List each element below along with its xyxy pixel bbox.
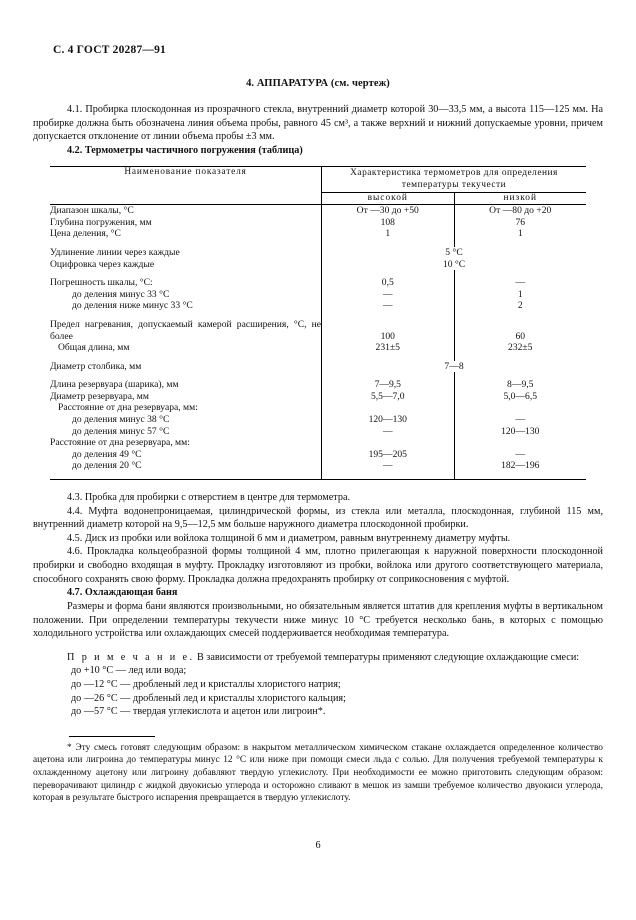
column-header-name: Наименование показателя [50, 166, 322, 205]
spacer-cell [322, 372, 454, 379]
table-spacer [50, 354, 586, 361]
table-row [50, 228, 586, 240]
row-value-high: — [322, 426, 454, 438]
row-label [50, 300, 322, 312]
row-value-high [322, 437, 454, 449]
spacer-cell [454, 312, 586, 319]
table-row [50, 259, 586, 271]
footnote-separator [69, 736, 155, 737]
table-row [50, 217, 586, 229]
spacer-cell [322, 240, 454, 247]
row-label-text: до деления 20 °С [72, 460, 142, 472]
row-label: Диаметр резервуара, мм [50, 391, 322, 403]
row-value-low: 2 [517, 300, 523, 312]
note-label: П р и м е ч а н и е. [67, 651, 195, 663]
row-value-high: — [322, 289, 454, 301]
note-block [33, 651, 603, 719]
table-row [50, 402, 586, 414]
spacer-cell [322, 472, 454, 480]
spacer-cell [454, 240, 586, 247]
row-value-high: — [322, 460, 454, 472]
row-label [50, 414, 322, 426]
row-value-high: 0,5 [322, 277, 454, 289]
cooling-mixtures-list [33, 664, 603, 718]
table-row [50, 391, 586, 403]
column-header-high: высокой [322, 192, 454, 205]
row-value-high: — [322, 300, 454, 312]
thermometer-table [50, 166, 586, 480]
table-row [50, 437, 586, 449]
table-body [50, 205, 586, 480]
table-row [50, 426, 586, 438]
row-value-low: 1 [517, 228, 523, 240]
spacer-cell [454, 354, 586, 361]
row-value-low [454, 437, 586, 449]
list-item: до —26 °С — дробленый лед и кристаллы хлористого кальция; [71, 692, 346, 704]
row-label: Глубина погружения, мм [50, 217, 322, 229]
row-label-text: Общая длина, мм [58, 342, 130, 354]
clause-4-6: 4.6. Прокладка кольцеобразной формы толщиной 4 мм, плотно прилегающая к наружной поверхности плоскодонной пробирки и свободно входящая в муфту. Прокладку изготовляют из пробки, войлока или другого соответствующего материала, способного сохранять свою форму. Прокладка должна предохранять пробирку от соприкосновения с муфтой. [33, 546, 603, 585]
clause-4-2-heading: 4.2. Термометры частичного погружения (таблица) [67, 144, 303, 156]
row-value-high: 108 [322, 217, 454, 229]
spacer-cell [322, 270, 454, 277]
table-row [50, 277, 586, 289]
row-value-low: 232±5 [508, 342, 533, 354]
row-value-span: 5 °С [445, 246, 463, 258]
row-label: Диаметр столбика, мм [50, 361, 322, 373]
row-label [50, 426, 322, 438]
table-row [50, 449, 586, 461]
row-label [50, 289, 322, 301]
row-value-low: — [515, 277, 526, 289]
row-label-text: до деления ниже минус 33 °С [72, 300, 193, 312]
table-spacer [50, 312, 586, 319]
row-value-low: От —80 до +20 [489, 205, 552, 217]
row-label [50, 319, 322, 342]
list-item: до —12 °С — дробленый лед и кристаллы хлористого натрия; [71, 678, 341, 690]
row-value-high: От —30 до +50 [322, 205, 454, 217]
clause-4-4: 4.4. Муфта водонепроницаемая, цилиндрической формы, из стекла или металла, плоскодонная, глубиной 115 мм, внутренний диаметр которой на 9,5—12,5 мм больше наружного диаметра плоскодонной пробирки. [33, 505, 603, 531]
spacer-cell [322, 312, 454, 319]
clause-4-5: 4.5. Диск из пробки или войлока толщиной 6 мм и диаметром, равным внутреннему диаметру муфты. [67, 532, 511, 544]
table-head [50, 166, 586, 205]
row-value-low: 76 [515, 216, 526, 228]
row-value-span: 10 °С [442, 258, 466, 270]
clause-4-7-body: Размеры и форма бани являются произвольными, но обязательным является штатив для крепления муфты в вертикальном положении. При определении температуры текучести ниже минус 10 °С требуется несколько бань, в которых с помощью холодильного устройства или охлаждающих смесей поддерживается необходимая температура. [33, 601, 603, 640]
table-row [50, 319, 586, 342]
row-label-text: до деления минус 57 °С [72, 425, 170, 437]
table-spacer [50, 472, 586, 480]
row-value-low: 1 [517, 288, 523, 300]
row-value-high: 7—9,5 [322, 379, 454, 391]
row-value-high: 1 [322, 228, 454, 240]
clause-4-7-heading: 4.7. Охлаждающая баня [67, 587, 178, 599]
row-value-high [322, 402, 454, 414]
table-header-row-1 [50, 166, 586, 192]
clause-4-1: 4.1. Пробирка плоскодонная из прозрачного стекла, внутренний диаметр которой 30—33,5 мм, а высота 115—125 мм. На пробирке должна быть обозначена линия объема пробы, равного 45 см³, а также верхний и нижний допускаемые уровни, причем допускается отклонение от линии объема пробы ±3 мм. [33, 104, 603, 143]
row-label: Удлинение линии через каждые [50, 247, 322, 259]
row-value-low: 120—130 [501, 425, 540, 437]
row-value-low: — [515, 448, 526, 460]
column-header-characteristic: Характеристика термометров для определения температуры текучести [322, 166, 586, 192]
spacer-cell [50, 240, 322, 247]
table-spacer [50, 270, 586, 277]
row-label-text: Предел нагревания, допускаемый камерой расширения, °С, не более [50, 318, 322, 342]
row-label [50, 402, 322, 414]
row-label-text: до деления 49 °С [72, 448, 142, 460]
list-item: до —57 °С — твердая углекислота и ацетон или лигроин*. [71, 706, 326, 718]
table-row [50, 414, 586, 426]
page-content [33, 44, 603, 805]
clause-4-3: 4.3. Пробка для пробирки с отверстием в центре для термометра. [67, 492, 351, 504]
page-number: 6 [315, 840, 321, 851]
row-label-text: до деления минус 38 °С [72, 414, 170, 426]
row-value-span: 7—8 [444, 360, 464, 372]
row-value-low: 8—9,5 [507, 379, 534, 391]
row-label: Диапазон шкалы, °С [50, 205, 322, 217]
row-value-low [454, 402, 586, 414]
table-row [50, 361, 586, 373]
clauses-block [33, 491, 603, 641]
table-row [50, 205, 586, 217]
spacer-cell [50, 270, 322, 277]
note-lead-text: В зависимости от требуемой температуры применяют следующие охлаждающие смеси: [194, 651, 580, 663]
spacer-cell [454, 472, 586, 480]
row-label: Оцифровка через каждые [50, 259, 322, 271]
row-value-high: 195—205 [322, 449, 454, 461]
row-label: Длина резервуара (шарика), мм [50, 379, 322, 391]
table-spacer [50, 372, 586, 379]
table-row [50, 460, 586, 472]
column-header-low: низкой [503, 192, 538, 203]
table-row [50, 300, 586, 312]
row-value-low: 182—196 [501, 460, 540, 472]
footnote-text: * Эту смесь готовят следующим образом: в накрытом металлическом химическом стакане охлаждается определенное количество ацетона или лигроина до температуры минус 12 °С или ниже при помощи смеси льда с солью. Для получения требуемой температуры к охлажденному ацетону или лигроину добавляют твердую углекислоту. При необходимости ее можно приготовить следующим образом: переворачивают цилиндр с жидкой двуокисью углерода и осторожно сливают в мешок из замши требуемое количество двуокиси углерода, которая в результате быстрого испарения превращается в твердую углекислоту. [33, 742, 603, 804]
row-label [50, 449, 322, 461]
section-title: 4. АППАРАТУРА (см. чертеж) [246, 78, 390, 89]
spacer-cell [322, 354, 454, 361]
spacer-cell [454, 372, 586, 379]
list-item: до +10 °С — лед или вода; [71, 665, 187, 677]
row-value-high: 100 [322, 319, 454, 342]
table-row [50, 379, 586, 391]
spacer-cell [50, 472, 322, 480]
row-value-high: 231±5 [322, 342, 454, 354]
row-value-high: 5,5—7,0 [322, 391, 454, 403]
row-label: Расстояние от дна резервуара, мм: [50, 437, 322, 449]
spacer-cell [50, 312, 322, 319]
table-row [50, 342, 586, 354]
table-row [50, 289, 586, 301]
row-label [50, 460, 322, 472]
row-label-text: Расстояние от дна резервуара, мм: [58, 402, 198, 414]
spacer-cell [50, 354, 322, 361]
table-spacer [50, 240, 586, 247]
note-paragraph [33, 651, 603, 665]
row-label: Погрешность шкалы, °С: [50, 277, 322, 289]
row-value-low: 60 [515, 330, 526, 342]
row-value-high: 120—130 [322, 414, 454, 426]
row-label [50, 342, 322, 354]
row-label: Цена деления, °С [50, 228, 322, 240]
table-row [50, 247, 586, 259]
row-value-low: 5,0—6,5 [503, 390, 538, 402]
thermometer-table-wrapper [33, 166, 603, 480]
row-value-low: — [515, 414, 526, 426]
row-label-text: до деления минус 33 °С [72, 288, 170, 300]
spacer-cell [50, 372, 322, 379]
spacer-cell [454, 270, 586, 277]
page-header: С. 4 ГОСТ 20287—91 [53, 44, 166, 56]
